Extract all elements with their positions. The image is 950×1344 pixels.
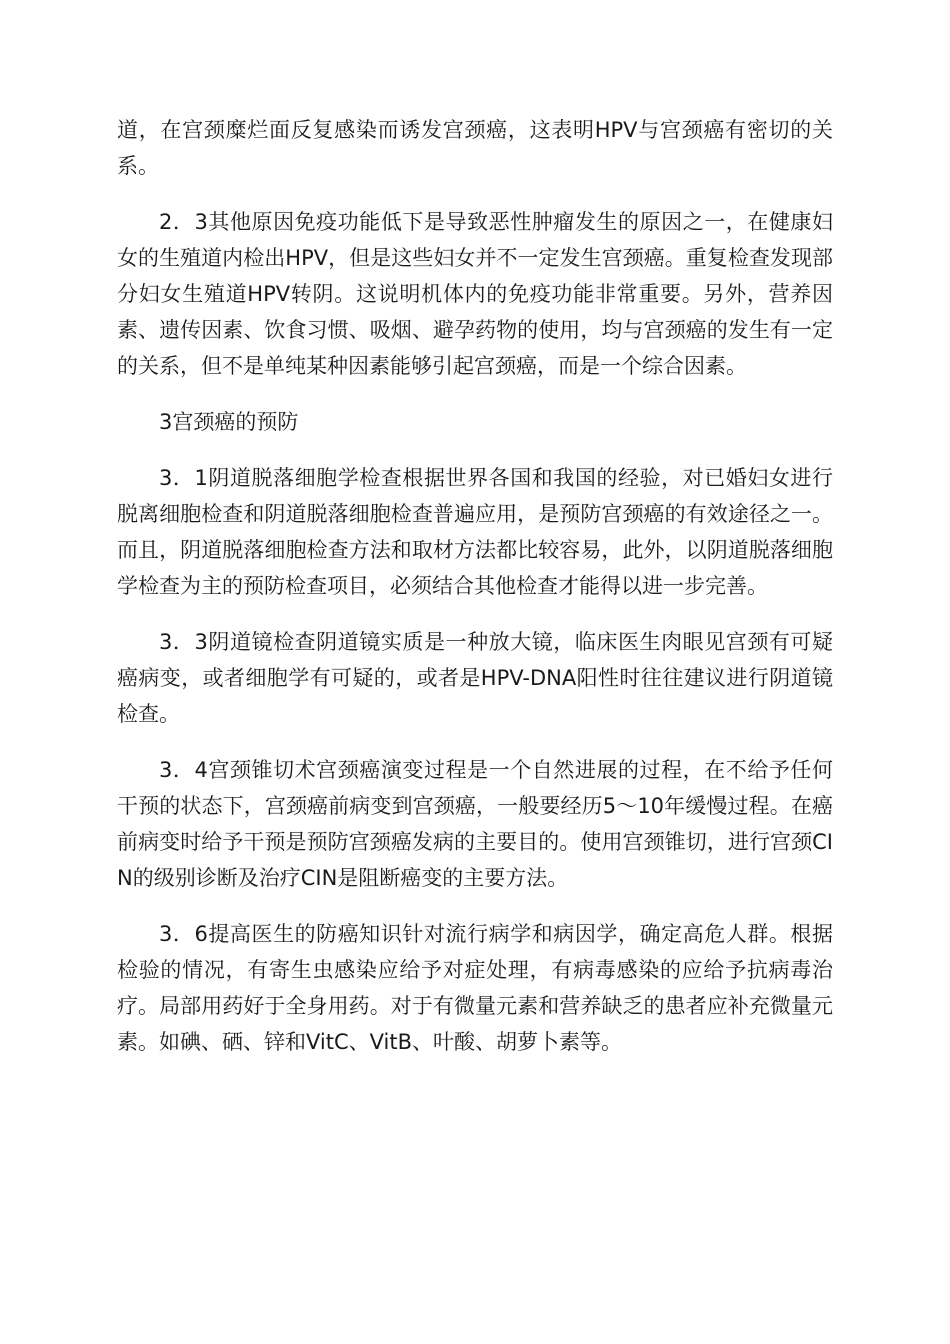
paragraph-section-3-1: 3．1阴道脱落细胞学检查根据世界各国和我国的经验，对已婚妇女进行脱离细胞检查和阴道脱落细胞检查普遍应用，是预防宫颈癌的有效途径之一。而且，阴道脱落细胞检查方法和取材方法都比较容易，此外，以阴道脱落细胞学检查为主的预防检查项目，必须结合其他检查才能得以进一步完善。 (117, 466, 833, 598)
paragraph-section-3-4: 3．4宫颈锥切术宫颈癌演变过程是一个自然进展的过程，在不给予任何干预的状态下，宫颈癌前病变到宫颈癌，一般要经历5～10年缓慢过程。在癌前病变时给予干预是预防宫颈癌发病的主要目的。使用宫颈锥切，进行宫颈CIN的级别诊断及治疗CIN是阻断癌变的主要方法。 (117, 758, 833, 890)
document-body (117, 112, 833, 1080)
paragraph-section-3-6: 3．6提高医生的防癌知识针对流行病学和病因学，确定高危人群。根据检验的情况，有寄生虫感染应给予对症处理，有病毒感染的应给予抗病毒治疗。局部用药好于全身用药。对于有微量元素和营养缺乏的患者应补充微量元素。如碘、硒、锌和VitC、VitB、叶酸、胡萝卜素等。 (117, 922, 833, 1054)
paragraph-section-2-3: 2．3其他原因免疫功能低下是导致恶性肿瘤发生的原因之一，在健康妇女的生殖道内检出HPV，但是这些妇女并不一定发生宫颈癌。重复检查发现部分妇女生殖道HPV转阴。这说明机体内的免疫功能非常重要。另外，营养因素、遗传因素、饮食习惯、吸烟、避孕药物的使用，均与宫颈癌的发生有一定的关系，但不是单纯某种因素能够引起宫颈癌，而是一个综合因素。 (117, 210, 833, 378)
paragraph-section-3-3: 3．3阴道镜检查阴道镜实质是一种放大镜，临床医生肉眼见宫颈有可疑癌病变，或者细胞学有可疑的，或者是HPV-DNA阳性时往往建议进行阴道镜检查。 (117, 630, 833, 726)
section-heading-3: 3宫颈癌的预防 (159, 410, 299, 434)
paragraph-continuation: 道，在宫颈糜烂面反复感染而诱发宫颈癌，这表明HPV与宫颈癌有密切的关系。 (117, 118, 833, 178)
